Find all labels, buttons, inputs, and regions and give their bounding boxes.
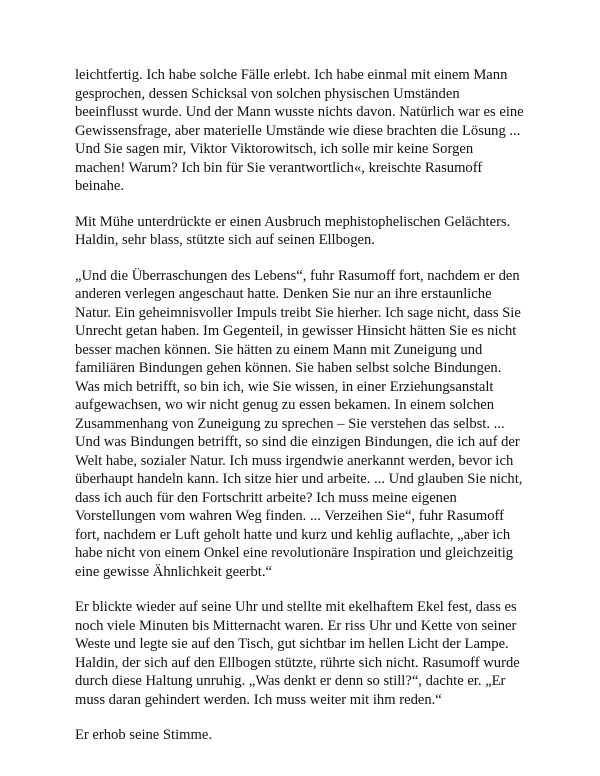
paragraph-3: „Und die Überraschungen des Lebens“, fuhr Rasumoff fort, nachdem er den anderen verlegen angeschaut hatte. Denken Sie nur an ihre erstaunliche Natur. Ein geheimnisvoller Impuls treibt Sie hierher. Ich sage nicht, dass Sie Unrecht getan haben. Im Gegenteil, in gewisser Hinsicht hätten Sie es nicht besser machen können. Sie hätten zu einem Mann mit Zuneigung und familiären Bindungen gehen können. Sie haben selbst solche Bindungen. Was mich betrifft, so bin ich, wie Sie wissen, in einer Erziehungsanstalt aufgewachsen, wo wir nicht genug zu essen bekamen. In einem solchen Zusammenhang von Zuneigung zu sprechen – Sie verstehen das selbst. ... Und was Bindungen betrifft, so sind die einzigen Bindungen, die ich auf der Welt habe, sozialer Natur. Ich muss irgendwie anerkannt werden, bevor ich überhaupt handeln kann. Ich sitze hier und arbeite. ... Und glauben Sie nicht, dass ich auch für den Fortschritt arbeite? Ich muss meine eigenen Vorstellungen vom wahren Weg finden. ... Verzeihen Sie“, fuhr Rasumoff fort, nachdem er Luft geholt hatte und kurz und kehlig auflachte, „aber ich habe nicht von einem Onkel eine revolutionäre Inspiration und gleichzeitig eine gewisse Ähnlichkeit geerbt.“ xyxy=(75,267,523,580)
paragraph-4: Er blickte wieder auf seine Uhr und stellte mit ekelhaftem Ekel fest, dass es noch viele Minuten bis Mitternacht waren. Er riss Uhr und Kette von seiner Weste und legte sie auf den Tisch, gut sichtbar im hellen Licht der Lampe. Haldin, der sich auf den Ellbogen stützte, rührte sich nicht. Rasumoff wurde durch diese Haltung unruhig. „Was denkt er denn so still?“, dachte er. „Er muss daran gehindert werden. Ich muss weiter mit ihm reden.“ xyxy=(75,599,520,708)
paragraph-2: Mit Mühe unterdrückte er einen Ausbruch mephistophelischen Gelächters. Haldin, sehr blass, stützte sich auf seinen Ellbogen. xyxy=(75,213,511,248)
paragraph-5: Er erhob seine Stimme. xyxy=(75,727,212,743)
paragraph-1: leichtfertig. Ich habe solche Fälle erlebt. Ich habe einmal mit einem Mann gesprochen, dessen Schicksal von solchen physischen Umständen beeinflusst wurde. Und der Mann wusste nichts davon. Natürlich war es eine Gewissensfrage, aber materielle Umstände wie diese brachten die Lösung ... Und Sie sagen mir, Viktor Viktorowitsch, ich solle mir keine Sorgen machen! Warum? Ich bin für Sie verantwortlich«, kreischte Rasumoff beinahe. xyxy=(75,67,524,194)
